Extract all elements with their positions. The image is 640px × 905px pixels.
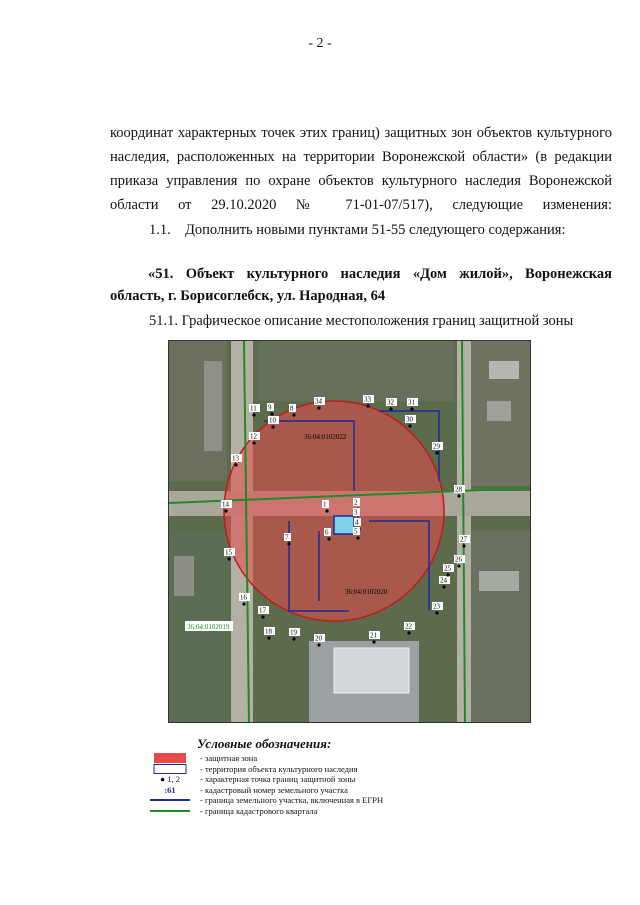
legend-row-cadastral [150, 785, 500, 796]
legend-text-blue-line: - граница земельного участка, включенная в ЕГРН [200, 795, 384, 805]
building-ne-1 [489, 361, 519, 379]
point-label-6: 6 [325, 528, 329, 537]
map-svg [169, 341, 530, 722]
paragraph-intro: координат характерных точек этих границ) защитных зон объектов культурного наследия, расположенных на территории Воронежской области» (в редакции приказа управления по охране объектов культурного наследия Воронежской области от 29.10.2020 № 71-01-07/517), следующие изменения: [110, 125, 612, 213]
point-marker-16 [242, 602, 245, 605]
point-label-4: 4 [355, 518, 359, 527]
point-label-12: 12 [250, 432, 257, 441]
point-label-15: 15 [225, 548, 232, 557]
cadastral-label-1: 36:04:0102022 [304, 433, 347, 441]
point-marker-15 [227, 557, 230, 560]
point-marker-31 [410, 407, 413, 410]
point-label-16: 16 [240, 593, 247, 602]
point-marker-24 [442, 585, 445, 588]
point-marker-26 [457, 564, 460, 567]
point-marker-20 [317, 643, 320, 646]
point-marker-21 [372, 640, 375, 643]
point-marker-25 [446, 573, 449, 576]
point-marker-32 [389, 407, 392, 410]
cadastral-label-2: 36:04:0102020 [345, 588, 388, 596]
list-item-1-1 [149, 222, 565, 239]
point-label-30: 30 [406, 415, 413, 424]
point-marker-18 [267, 636, 270, 639]
block-se [469, 531, 530, 722]
point-marker-17 [261, 615, 264, 618]
legend-title: Условные обозначения: [197, 736, 332, 751]
point-label-25: 25 [444, 564, 451, 573]
point-label-14: 14 [222, 500, 229, 509]
legend-row-heritage [150, 764, 500, 775]
point-label-11: 11 [250, 404, 257, 413]
building-south [334, 648, 409, 693]
point-marker-34 [317, 406, 320, 409]
point-label-32: 32 [387, 398, 394, 407]
item-number: 1.1. [149, 222, 171, 238]
item-text: Дополнить новыми пунктами 51-55 следующего содержания: [185, 222, 566, 238]
section-subheading: 51.1. Графическое описание местоположения границ защитной зоны [149, 313, 574, 329]
point-marker-22 [407, 631, 410, 634]
point-label-17: 17 [259, 606, 266, 615]
point-label-8: 8 [290, 404, 294, 413]
point-label-18: 18 [265, 627, 272, 636]
blue-line-icon [150, 795, 190, 806]
point-marker-6 [327, 537, 330, 540]
point-marker-12 [252, 441, 255, 444]
point-label-9: 9 [268, 403, 272, 412]
building-ne-2 [487, 401, 511, 421]
point-label-22: 22 [405, 622, 412, 631]
cadastral-number-icon: :61 [164, 784, 176, 795]
point-marker-11 [252, 413, 255, 416]
zone-swatch-icon [150, 753, 190, 764]
point-label-19: 19 [290, 628, 297, 637]
point-marker-13 [234, 463, 237, 466]
page-number: - 2 - [308, 36, 332, 51]
map-figure [168, 340, 531, 723]
building-se-1 [479, 571, 519, 591]
legend-row-point [150, 774, 500, 785]
point-marker-10 [271, 425, 274, 428]
point-label-34: 34 [315, 397, 322, 406]
point-marker-8 [292, 413, 295, 416]
legend-row-blue-line [150, 795, 500, 806]
block-n [259, 341, 454, 401]
section-heading: «51. Объект культурного наследия «Дом жилой», Воронежская область, г. Борисоглебск, ул. Народная, 64 [110, 266, 612, 304]
point-marker-1 [325, 509, 328, 512]
building-nw [204, 361, 222, 451]
point-marker-19 [292, 637, 295, 640]
point-marker-33 [366, 404, 369, 407]
point-label-7: 7 [285, 533, 289, 542]
point-label-27: 27 [460, 535, 467, 544]
legend-row-zone [150, 753, 500, 764]
cadastral-label-3: 36:04:0102019 [187, 623, 230, 631]
point-marker-icon: ● 1, 2 [159, 774, 180, 784]
point-label-5: 5 [354, 527, 358, 536]
point-label-26: 26 [455, 555, 462, 564]
point-marker-30 [408, 424, 411, 427]
point-label-10: 10 [269, 416, 276, 425]
legend-text-point: - характерная точка границ защитной зоны [200, 774, 356, 784]
point-marker-23 [435, 611, 438, 614]
point-label-20: 20 [315, 634, 322, 643]
legend [150, 753, 500, 816]
point-marker-27 [462, 544, 465, 547]
legend-text-cadastral: - кадастровый номер земельного участка [200, 784, 348, 795]
green-line-icon [150, 806, 190, 817]
point-label-31: 31 [408, 398, 415, 407]
legend-row-green-line [150, 806, 500, 817]
point-label-2: 2 [354, 498, 358, 507]
point-label-21: 21 [370, 631, 377, 640]
point-marker-29 [435, 451, 438, 454]
point-marker-5 [356, 536, 359, 539]
point-label-3: 3 [354, 508, 358, 517]
point-marker-9 [270, 412, 273, 415]
point-label-28: 28 [455, 485, 462, 494]
point-label-13: 13 [232, 454, 239, 463]
legend-text-green-line: - граница кадастрового квартала [200, 805, 318, 816]
point-label-23: 23 [433, 602, 440, 611]
point-marker-28 [457, 494, 460, 497]
point-label-29: 29 [433, 442, 440, 451]
point-marker-14 [224, 509, 227, 512]
point-label-1: 1 [323, 500, 327, 509]
building-sw-1 [174, 556, 194, 596]
legend-text-zone: - защитная зона [200, 753, 258, 763]
heritage-territory [334, 516, 354, 534]
point-marker-7 [287, 542, 290, 545]
point-label-24: 24 [440, 576, 447, 585]
legend-text-heritage: - территория объекта культурного наследия [200, 763, 358, 774]
heritage-swatch-icon [150, 764, 190, 775]
point-label-33: 33 [364, 395, 371, 404]
